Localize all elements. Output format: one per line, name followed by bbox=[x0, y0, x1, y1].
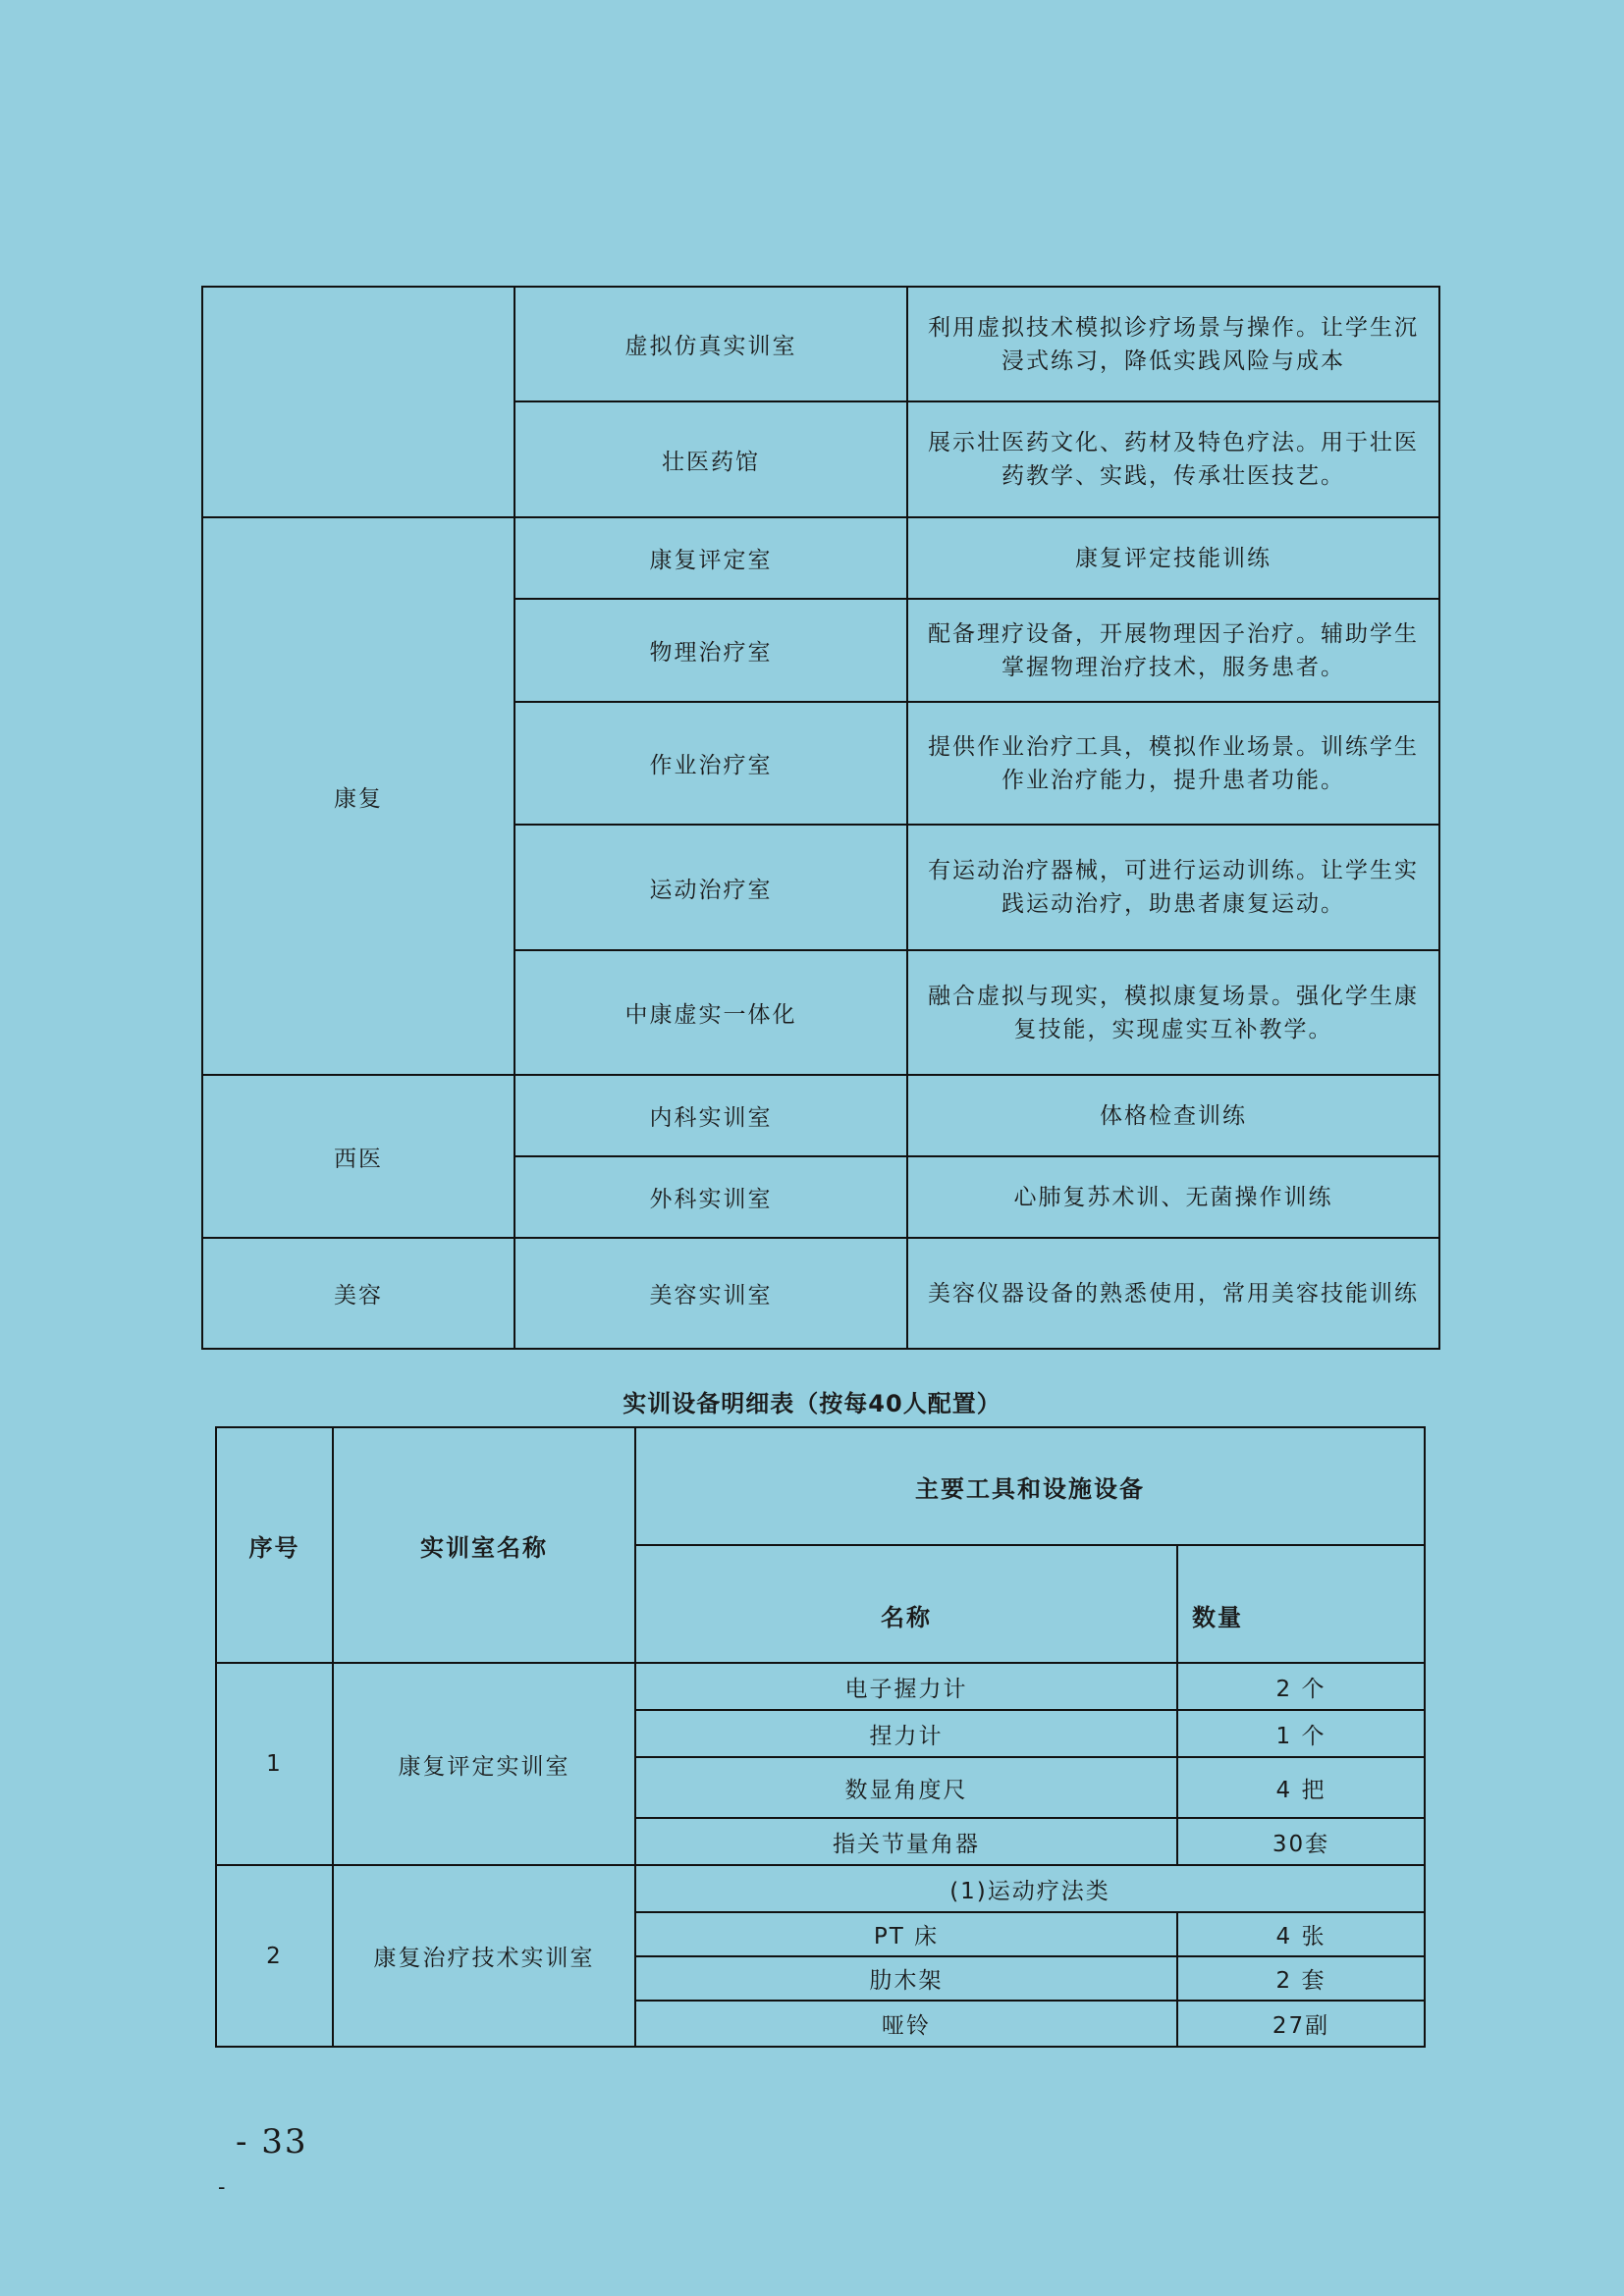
room-name-cell: 虚拟仿真实训室 bbox=[514, 287, 907, 401]
room-desc-cell: 美容仪器设备的熟悉使用，常用美容技能训练 bbox=[907, 1238, 1439, 1349]
item-qty-cell: 2 套 bbox=[1177, 1956, 1425, 2001]
item-qty-cell: 2 个 bbox=[1177, 1663, 1425, 1710]
room-desc-cell: 展示壮医药文化、药材及特色疗法。用于壮医药教学、实践，传承壮医技艺。 bbox=[907, 401, 1439, 517]
room-desc-cell: 融合虚拟与现实，模拟康复场景。强化学生康复技能，实现虚实互补教学。 bbox=[907, 950, 1439, 1075]
room-cell: 康复治疗技术实训室 bbox=[333, 1865, 635, 2047]
table-row bbox=[202, 1238, 1439, 1349]
category-cell: 美容 bbox=[202, 1238, 514, 1349]
category-cell bbox=[202, 287, 514, 517]
room-name-cell: 外科实训室 bbox=[514, 1156, 907, 1238]
equipment-table-title: 实训设备明细表（按每40人配置） bbox=[623, 1390, 1001, 1417]
table-row bbox=[202, 287, 1439, 401]
room-desc-cell: 利用虚拟技术模拟诊疗场景与操作。让学生沉浸式练习，降低实践风险与成本 bbox=[907, 287, 1439, 401]
header-row bbox=[216, 1427, 1425, 1545]
page-dash: - bbox=[218, 2175, 226, 2200]
table-row bbox=[216, 1865, 1425, 1912]
subcategory-cell: (1)运动疗法类 bbox=[635, 1865, 1425, 1912]
item-name-cell: 捏力计 bbox=[635, 1710, 1177, 1757]
item-name-cell: 电子握力计 bbox=[635, 1663, 1177, 1710]
item-name-cell: 数显角度尺 bbox=[635, 1757, 1177, 1818]
name-header: 名称 bbox=[635, 1545, 1177, 1663]
room-name-cell: 作业治疗室 bbox=[514, 702, 907, 825]
seq-cell: 2 bbox=[216, 1865, 333, 2047]
room-name-cell: 美容实训室 bbox=[514, 1238, 907, 1349]
table-row bbox=[216, 1663, 1425, 1710]
table-row bbox=[202, 517, 1439, 599]
room-name-cell: 运动治疗室 bbox=[514, 825, 907, 950]
room-name-cell: 康复评定室 bbox=[514, 517, 907, 599]
item-name-cell: 哑铃 bbox=[635, 2001, 1177, 2047]
table-row bbox=[202, 1075, 1439, 1156]
room-desc-cell: 提供作业治疗工具，模拟作业场景。训练学生作业治疗能力，提升患者功能。 bbox=[907, 702, 1439, 825]
seq-header: 序号 bbox=[216, 1427, 333, 1663]
item-name-cell: PT 床 bbox=[635, 1912, 1177, 1956]
item-qty-cell: 30套 bbox=[1177, 1818, 1425, 1865]
seq-cell: 1 bbox=[216, 1663, 333, 1865]
qty-header: 数量 bbox=[1177, 1545, 1425, 1663]
room-desc-cell: 体格检查训练 bbox=[907, 1075, 1439, 1156]
room-desc-cell: 康复评定技能训练 bbox=[907, 517, 1439, 599]
room-desc-cell: 心肺复苏术训、无菌操作训练 bbox=[907, 1156, 1439, 1238]
item-qty-cell: 4 把 bbox=[1177, 1757, 1425, 1818]
item-name-cell: 指关节量角器 bbox=[635, 1818, 1177, 1865]
room-cell: 康复评定实训室 bbox=[333, 1663, 635, 1865]
equipment-table bbox=[215, 1426, 1426, 2048]
page-number: - 33 bbox=[236, 2122, 308, 2162]
room-name-cell: 壮医药馆 bbox=[514, 401, 907, 517]
item-qty-cell: 4 张 bbox=[1177, 1912, 1425, 1956]
room-name-cell: 中康虚实一体化 bbox=[514, 950, 907, 1075]
room-header: 实训室名称 bbox=[333, 1427, 635, 1663]
item-qty-cell: 27副 bbox=[1177, 2001, 1425, 2047]
category-cell: 西医 bbox=[202, 1075, 514, 1238]
room-name-cell: 内科实训室 bbox=[514, 1075, 907, 1156]
equipment-header: 主要工具和设施设备 bbox=[635, 1427, 1425, 1545]
room-desc-cell: 配备理疗设备，开展物理因子治疗。辅助学生掌握物理治疗技术，服务患者。 bbox=[907, 599, 1439, 702]
item-qty-cell: 1 个 bbox=[1177, 1710, 1425, 1757]
room-name-cell: 物理治疗室 bbox=[514, 599, 907, 702]
room-desc-cell: 有运动治疗器械，可进行运动训练。让学生实践运动治疗，助患者康复运动。 bbox=[907, 825, 1439, 950]
item-name-cell: 肋木架 bbox=[635, 1956, 1177, 2001]
category-cell: 康复 bbox=[202, 517, 514, 1075]
training-room-table bbox=[201, 286, 1440, 1350]
